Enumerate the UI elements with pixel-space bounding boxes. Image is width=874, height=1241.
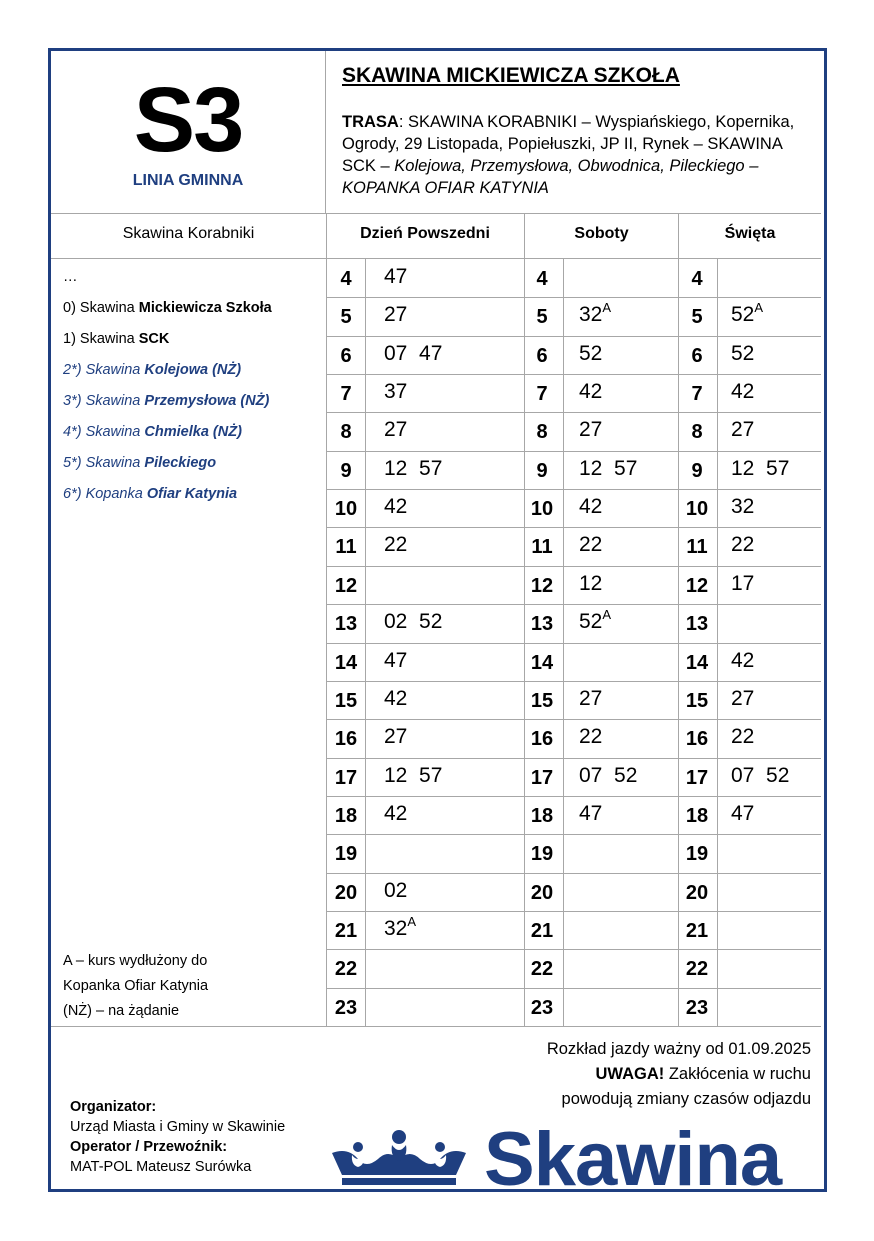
departure-minute: 57 — [766, 456, 790, 480]
departure-minute: 22 — [731, 533, 755, 557]
footer-top-line — [51, 1026, 821, 1027]
organizer-info — [70, 1097, 285, 1177]
stop-item — [63, 483, 321, 514]
departure-minute: 12 — [384, 763, 408, 787]
stop-name: Kolejowa (NŻ) — [144, 362, 242, 378]
departure-minute: 37 — [384, 380, 408, 404]
departure-minute: 32 — [384, 916, 408, 940]
minutes-cell — [731, 533, 754, 557]
stop-prefix: 4*) Skawina — [63, 424, 145, 440]
departure-minute: 27 — [579, 686, 603, 710]
direction-header: Skawina Korabniki — [122, 225, 255, 242]
minutes-cell — [731, 342, 754, 366]
stop-item — [63, 328, 321, 359]
departure-minute: 52 — [579, 341, 603, 365]
warning-line-2: powodują zmiany czasów odjazdu — [561, 1090, 811, 1108]
hour-cell: 7 — [691, 383, 703, 406]
stop-name: Chmielka (NŻ) — [144, 424, 242, 440]
departure-minute: 27 — [384, 303, 408, 327]
line-number: S3 — [133, 69, 243, 171]
departure-minute: 42 — [384, 495, 408, 519]
hour-cell: 15 — [334, 689, 358, 712]
departure-minute: 12 — [384, 456, 408, 480]
warning-text: Zakłócenia w ruchu — [664, 1065, 811, 1083]
stop-item — [63, 452, 321, 483]
departure-minute: 47 — [731, 801, 755, 825]
warning-label: UWAGA! — [595, 1065, 665, 1083]
hour-cell: 19 — [334, 843, 358, 866]
hour-cell: 5 — [340, 306, 352, 329]
hour-cell: 17 — [334, 766, 358, 789]
hour-cell: 20 — [685, 881, 709, 904]
minutes-cell — [731, 802, 754, 826]
hour-cell: 20 — [530, 881, 554, 904]
hour-cell: 5 — [536, 306, 548, 329]
grid-row-line — [326, 451, 821, 452]
minutes-cell — [731, 764, 789, 788]
minutes-cell — [384, 802, 407, 826]
hour-cell: 8 — [536, 421, 548, 444]
departure-minute: 47 — [384, 648, 408, 672]
hour-cell: 5 — [691, 306, 703, 329]
departure-minute: 32 — [579, 303, 603, 327]
stop-item — [63, 266, 321, 297]
hour-cell: 9 — [691, 459, 703, 482]
route-end: – KOPANKA OFIAR KATYNIA — [342, 157, 759, 197]
hour-cell: 18 — [685, 804, 709, 827]
departure-minute: 42 — [579, 495, 603, 519]
minutes-cell — [384, 879, 407, 903]
departure-minute: 57 — [419, 456, 443, 480]
stop-prefix: 6*) Kopanka — [63, 486, 147, 502]
minutes-cell — [384, 913, 417, 941]
minutes-cell — [579, 607, 612, 634]
hour-cell: 18 — [334, 804, 358, 827]
hour-cell: 15 — [685, 689, 709, 712]
departure-minute: 07 — [384, 341, 408, 365]
departure-minute: 27 — [579, 418, 603, 442]
crown-logo-icon — [328, 1125, 470, 1191]
minutes-cell — [579, 457, 637, 481]
minutes-cell — [384, 649, 407, 673]
hour-cell: 8 — [691, 421, 703, 444]
minutes-cell — [384, 764, 442, 788]
stop-title: SKAWINA MICKIEWICZA SZKOŁA — [342, 64, 680, 87]
grid-row-line — [326, 336, 821, 337]
minutes-cell — [579, 533, 602, 557]
departure-minute: 42 — [579, 380, 603, 404]
course-note-mark: A — [602, 607, 612, 623]
stop-item — [63, 421, 321, 452]
weekday-header: Dzień Powszedni — [360, 225, 490, 242]
hour-cell: 11 — [335, 536, 357, 559]
course-note-mark: A — [602, 300, 612, 316]
stop-prefix: 5*) Skawina — [63, 455, 145, 471]
route-italic: Kolejowa, Przemysłowa, Obwodnica, Pileckiego — [394, 157, 745, 175]
departure-minute: 57 — [419, 763, 443, 787]
departure-minute: 57 — [614, 456, 638, 480]
hour-cell: 11 — [686, 536, 708, 559]
minutes-cell — [384, 533, 407, 557]
hour-cell: 12 — [685, 574, 709, 597]
hour-cell: 14 — [334, 651, 358, 674]
grid-row-line — [326, 297, 821, 298]
hour-cell: 16 — [530, 728, 554, 751]
minutes-cell — [384, 687, 407, 711]
hour-cell: 22 — [334, 958, 358, 981]
minutes-cell — [579, 764, 637, 788]
minutes-cell — [579, 418, 602, 442]
header-divider — [325, 51, 326, 213]
legend — [63, 949, 321, 1024]
departure-minute: 07 — [579, 763, 603, 787]
grid-row-line — [326, 489, 821, 490]
route-label: TRASA — [342, 113, 399, 131]
minutes-cell — [384, 342, 442, 366]
legend-line: Kopanka Ofiar Katynia — [63, 978, 209, 994]
stop-prefix: 2*) Skawina — [63, 362, 145, 378]
warning-line — [547, 1062, 811, 1087]
header-bottom-line — [51, 213, 821, 214]
minutes-cell — [731, 725, 754, 749]
organizer-name: Urząd Miasta i Gminy w Skawinie — [70, 1119, 286, 1135]
departure-minute: 27 — [731, 418, 755, 442]
stop-name: SCK — [138, 331, 170, 347]
grid-row-line — [326, 412, 821, 413]
hour-cell: 4 — [536, 268, 548, 290]
stop-prefix: … — [63, 269, 78, 285]
hour-cell: 21 — [530, 919, 554, 942]
hour-cell: 4 — [340, 268, 352, 290]
departure-minute: 12 — [579, 571, 603, 595]
hour-cell: 16 — [685, 728, 709, 751]
hour-cell: 14 — [530, 651, 554, 674]
departure-minute: 42 — [384, 686, 408, 710]
departure-minute: 52 — [419, 610, 443, 634]
hour-cell: 14 — [685, 651, 709, 674]
hour-cell: 21 — [334, 919, 358, 942]
grid-row-line — [326, 604, 821, 605]
departure-minute: 27 — [384, 418, 408, 442]
stop-item — [63, 390, 321, 421]
departure-minute: 52 — [579, 610, 603, 634]
hour-cell: 6 — [340, 344, 352, 367]
grid-row-line — [326, 834, 821, 835]
departure-minute: 42 — [731, 380, 755, 404]
hour-cell: 17 — [530, 766, 554, 789]
operator-name: MAT-POL Mateusz Surówka — [70, 1159, 252, 1175]
grid-row-line — [326, 911, 821, 912]
organizer-label: Organizator: — [70, 1099, 157, 1115]
departure-minute: 22 — [731, 725, 755, 749]
minutes-cell — [384, 457, 442, 481]
departure-minute: 22 — [579, 533, 603, 557]
departure-minute: 12 — [579, 456, 603, 480]
departure-minute: 22 — [579, 725, 603, 749]
minutes-cell — [731, 380, 754, 404]
minutes-cell — [384, 303, 407, 327]
departure-minute: 02 — [384, 610, 408, 634]
minutes-cell — [731, 649, 754, 673]
minutes-cell — [579, 300, 612, 327]
saturday-header: Soboty — [574, 225, 629, 242]
departure-minute: 47 — [579, 801, 603, 825]
departure-minute: 52 — [731, 341, 755, 365]
hour-cell: 10 — [685, 498, 709, 521]
course-note-mark: A — [754, 300, 764, 316]
hour-cell: 7 — [536, 383, 548, 406]
validity-note — [547, 1037, 811, 1112]
hour-cell: 13 — [334, 613, 358, 636]
line-type: LINIA GMINNA — [132, 172, 244, 189]
hour-cell: 22 — [685, 958, 709, 981]
validity-date: Rozkład jazdy ważny od 01.09.2025 — [546, 1040, 811, 1058]
hour-cell: 12 — [334, 574, 358, 597]
stop-prefix: 1) Skawina — [63, 331, 139, 347]
departure-minute: 12 — [731, 456, 755, 480]
minutes-cell — [384, 418, 407, 442]
departure-minute: 22 — [384, 533, 408, 557]
hour-cell: 9 — [536, 459, 548, 482]
grid-row-line — [326, 949, 821, 950]
hour-cell: 23 — [530, 996, 554, 1019]
minutes-cell — [384, 380, 407, 404]
minutes-cell — [579, 725, 602, 749]
grid-row-line — [326, 758, 821, 759]
hour-cell: 19 — [685, 843, 709, 866]
hour-cell: 9 — [340, 459, 352, 482]
skawina-logo-text: Skawina — [484, 1117, 782, 1202]
hour-cell: 8 — [340, 421, 352, 444]
hour-cell: 13 — [685, 613, 709, 636]
grid-row-line — [326, 527, 821, 528]
operator-label: Operator / Przewoźnik: — [70, 1139, 228, 1155]
hour-cell: 13 — [530, 613, 554, 636]
hour-cell: 10 — [530, 498, 554, 521]
route-text: : SKAWINA KORABNIKI – Wyspiańskiego, Kopernika, Ogrody, 29 Listopada, Popiełuszki, JP II, Rynek – SKAWINA SCK – — [342, 113, 795, 175]
minutes-cell — [384, 495, 407, 519]
hour-cell: 23 — [685, 996, 709, 1019]
stop-name: Mickiewicza Szkoła — [138, 300, 272, 316]
departure-minute: 17 — [731, 571, 755, 595]
departure-minute: 02 — [384, 878, 408, 902]
minutes-cell — [384, 725, 407, 749]
grid-row-line — [326, 566, 821, 567]
minutes-cell — [384, 610, 442, 634]
stop-item — [63, 359, 321, 390]
minutes-cell — [579, 342, 602, 366]
minutes-cell — [579, 380, 602, 404]
legend-line: (NŻ) – na żądanie — [63, 1003, 180, 1019]
hour-cell: 16 — [334, 728, 358, 751]
hour-cell: 12 — [530, 574, 554, 597]
holiday-header: Święta — [724, 225, 776, 242]
hour-cell: 15 — [530, 689, 554, 712]
hour-cell: 11 — [531, 536, 553, 559]
hour-cell: 21 — [685, 919, 709, 942]
minutes-cell — [579, 687, 602, 711]
minutes-cell — [384, 265, 407, 289]
minutes-cell — [731, 300, 764, 327]
departure-minute: 47 — [419, 341, 443, 365]
grid-row-line — [326, 681, 821, 682]
hour-cell: 20 — [334, 881, 358, 904]
hour-cell: 17 — [685, 766, 709, 789]
hour-cell: 23 — [334, 996, 358, 1019]
stop-item — [63, 297, 321, 328]
minutes-cell — [579, 495, 602, 519]
legend-line: A – kurs wydłużony do — [63, 953, 208, 969]
departure-minute: 52 — [731, 303, 755, 327]
hour-cell: 22 — [530, 958, 554, 981]
grid-row-line — [326, 374, 821, 375]
route-description — [342, 111, 812, 199]
column-header-line — [51, 258, 821, 259]
departure-minute: 52 — [614, 763, 638, 787]
grid-row-line — [326, 643, 821, 644]
grid-row-line — [326, 719, 821, 720]
minutes-cell — [731, 418, 754, 442]
hour-cell: 6 — [536, 344, 548, 367]
hour-cell: 4 — [691, 268, 703, 290]
departure-minute: 07 — [731, 763, 755, 787]
departure-minute: 27 — [384, 725, 408, 749]
minutes-cell — [579, 802, 602, 826]
departure-minute: 42 — [731, 648, 755, 672]
departure-minute: 32 — [731, 495, 755, 519]
stop-prefix: 3*) Skawina — [63, 393, 145, 409]
hour-cell: 7 — [340, 383, 352, 406]
stop-name: Ofiar Katynia — [146, 486, 238, 502]
hour-cell: 10 — [334, 498, 358, 521]
stop-name: Pileckiego — [144, 455, 217, 471]
hour-cell: 18 — [530, 804, 554, 827]
minutes-cell — [731, 457, 789, 481]
grid-row-line — [326, 796, 821, 797]
stop-prefix: 0) Skawina — [63, 300, 139, 316]
grid-row-line — [326, 988, 821, 989]
minutes-cell — [731, 495, 754, 519]
departure-minute: 47 — [384, 265, 408, 288]
hour-cell: 6 — [691, 344, 703, 367]
stop-name: Przemysłowa (NŻ) — [144, 393, 270, 409]
departure-minute: 27 — [731, 686, 755, 710]
departure-minute: 42 — [384, 801, 408, 825]
minutes-cell — [731, 687, 754, 711]
minutes-cell — [579, 572, 602, 596]
grid-row-line — [326, 873, 821, 874]
departure-minute: 52 — [766, 763, 790, 787]
minutes-cell — [731, 572, 754, 596]
stops-list — [63, 266, 321, 514]
hour-cell: 19 — [530, 843, 554, 866]
course-note-mark: A — [407, 913, 417, 929]
